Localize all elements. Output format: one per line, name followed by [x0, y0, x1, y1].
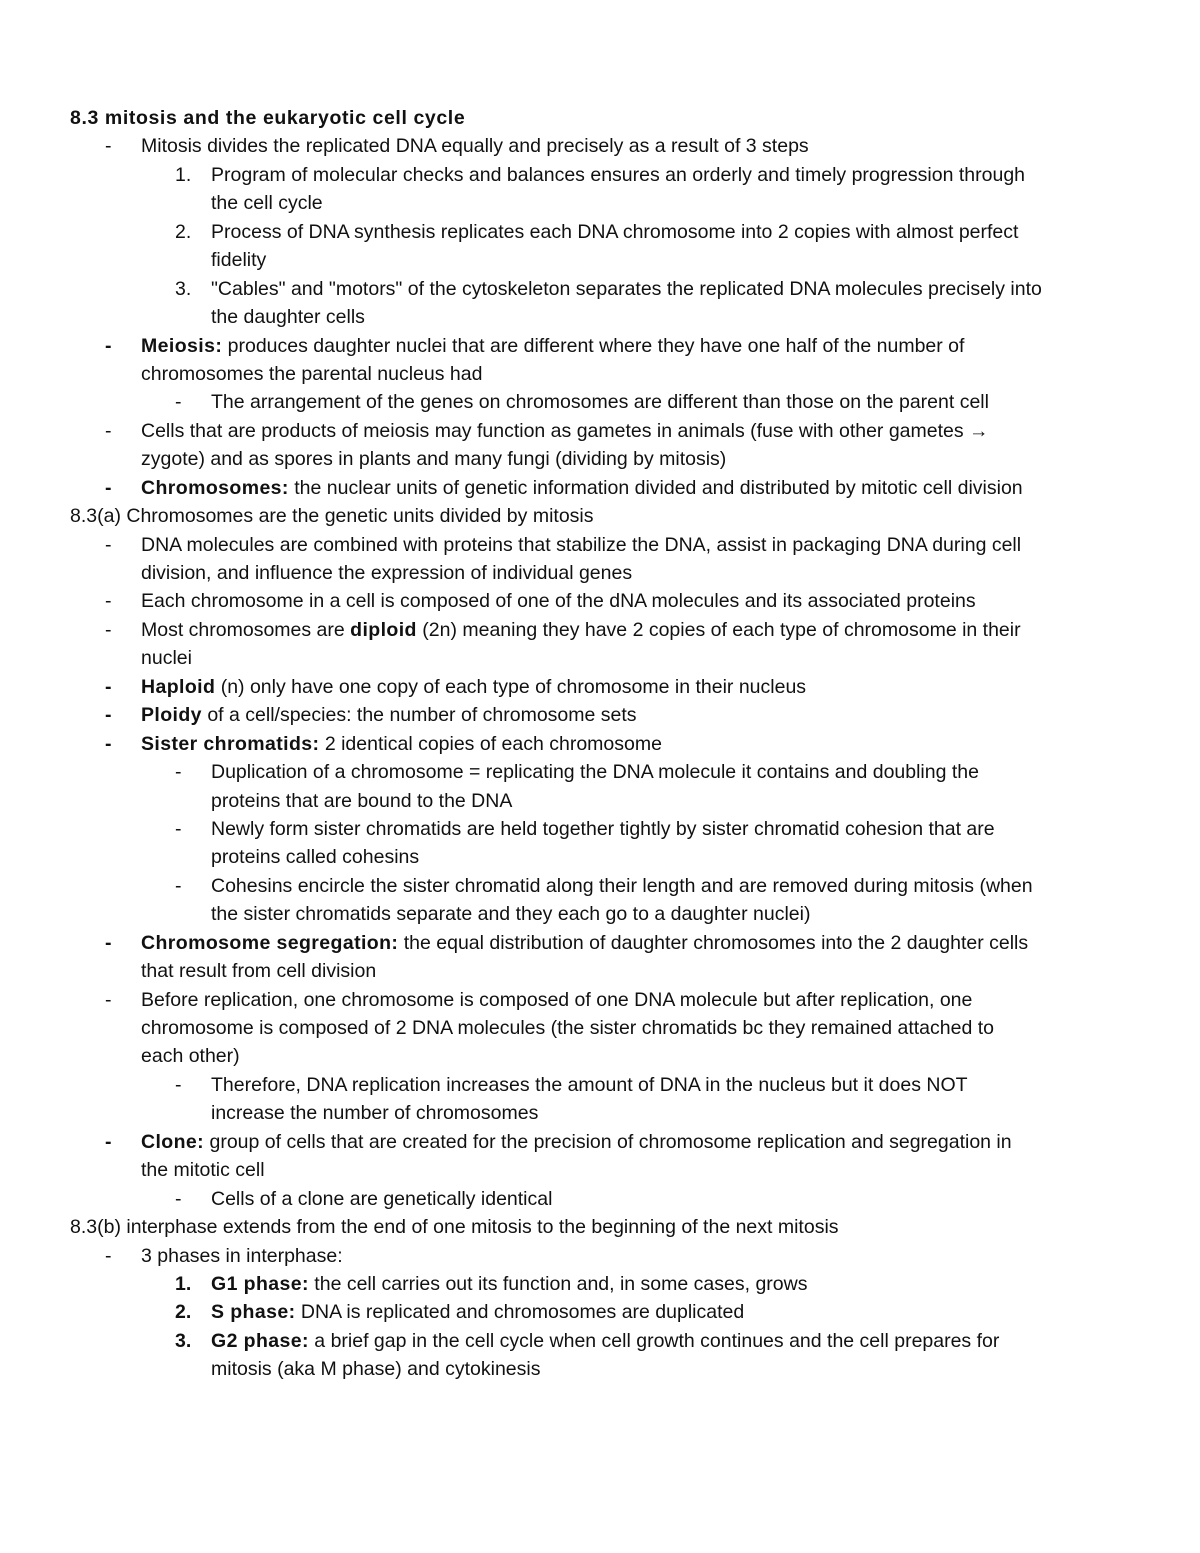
defined-term: Chromosomes:: [141, 476, 289, 499]
list-item-text: [211, 787, 512, 815]
defined-term: Haploid: [141, 675, 216, 698]
list-number: 2.: [175, 1301, 192, 1324]
notes-body: [0, 132, 1200, 1383]
list-item: [0, 474, 1200, 502]
list-item: [0, 1128, 1200, 1156]
defined-term: Clone:: [141, 1130, 205, 1153]
list-item-text: [211, 900, 810, 928]
bullet-dash: -: [105, 732, 112, 755]
bullet-dash: -: [175, 874, 182, 897]
text-body: the nuclear units of genetic information divided and distributed by mitotic cell division: [288, 476, 1023, 499]
text-body: chromosome is composed of 2 DNA molecules (the sister chromatids bc they remained attached to: [141, 1017, 994, 1039]
list-item: [0, 1242, 1200, 1270]
text-body: zygote) and as spores in plants and many fungi (dividing by mitosis): [141, 448, 727, 471]
bullet-dash: -: [105, 988, 112, 1011]
list-item: [0, 1071, 1200, 1099]
defined-term: G1 phase:: [211, 1272, 309, 1295]
text-body: produces daughter nuclei that are different where they have one half of the number of: [222, 334, 965, 357]
bullet-dash: -: [175, 817, 182, 840]
bullet-dash: -: [105, 334, 112, 357]
bullet-dash: -: [175, 761, 182, 784]
bullet-dash: -: [105, 704, 112, 727]
list-item-text: [141, 701, 637, 729]
list-item: [0, 587, 1200, 615]
list-item-continuation: [0, 246, 1200, 274]
list-item-continuation: [0, 644, 1200, 672]
list-item: [0, 758, 1200, 786]
list-item-text: [141, 474, 1023, 502]
text-body: each other): [141, 1045, 240, 1068]
bullet-dash: -: [105, 1244, 112, 1267]
list-item: [0, 275, 1200, 303]
list-item-text: [141, 445, 726, 473]
list-item-text: [141, 417, 989, 445]
text-body: proteins called cohesins: [211, 846, 420, 869]
list-item-text: [211, 1298, 744, 1326]
text-body: Cells that are products of meiosis may function as gametes in animals (fuse with other gametes →: [141, 419, 989, 442]
bullet-dash: -: [105, 135, 112, 158]
list-item-text: [211, 1270, 807, 1298]
list-item-text: [141, 986, 972, 1014]
text-body: Newly form sister chromatids are held together tightly by sister chromatid cohesion that are: [211, 817, 995, 840]
list-item-text: [211, 1099, 538, 1127]
list-item-text: [141, 616, 1021, 644]
list-item-continuation: [0, 360, 1200, 388]
list-item-text: [141, 929, 1028, 957]
list-item: [0, 531, 1200, 559]
text-body: the equal distribution of daughter chromosomes into the 2 daughter cells: [398, 931, 1029, 954]
list-item: [0, 1270, 1200, 1298]
defined-term: G2 phase:: [211, 1329, 309, 1352]
list-item-text: [141, 1042, 240, 1070]
text-body: mitosis (aka M phase) and cytokinesis: [211, 1358, 541, 1381]
list-item-continuation: [0, 559, 1200, 587]
list-item-continuation: [0, 1042, 1200, 1070]
list-item-continuation: [0, 189, 1200, 217]
list-item-text: [211, 246, 266, 274]
bullet-dash: -: [105, 618, 112, 641]
text-body: the cell cycle: [211, 192, 323, 215]
list-item-text: [141, 587, 976, 615]
text-body: "Cables" and "motors" of the cytoskeleton separates the replicated DNA molecules precisely into: [211, 277, 1042, 300]
list-item-text: [141, 332, 964, 360]
list-item-continuation: [0, 957, 1200, 985]
text-body: Process of DNA synthesis replicates each DNA chromosome into 2 copies with almost perfect: [211, 220, 1019, 243]
list-item: [0, 161, 1200, 189]
text-body: Each chromosome in a cell is composed of one of the dNA molecules and its associated proteins: [141, 590, 976, 613]
text-body: Cells of a clone are genetically identical: [211, 1187, 553, 1210]
text-body: (2n) meaning they have 2 copies of each type of chromosome in their: [416, 618, 1021, 641]
list-item-text: [211, 161, 1025, 189]
text-body: 2 identical copies of each chromosome: [319, 732, 662, 755]
list-item-continuation: [0, 1355, 1200, 1383]
text-body: DNA molecules are combined with proteins that stabilize the DNA, assist in packaging DNA during cell: [141, 533, 1022, 556]
text-body: the cell carries out its function and, in some cases, grows: [308, 1272, 808, 1295]
list-item-text: [211, 843, 419, 871]
list-number: 3.: [175, 1329, 192, 1352]
text-body: division, and influence the expression of individual genes: [141, 562, 633, 584]
list-item: [0, 986, 1200, 1014]
text-body: Before replication, one chromosome is composed of one DNA molecule but after replication, one: [141, 988, 973, 1011]
list-item-continuation: [0, 1099, 1200, 1127]
bullet-dash: -: [105, 533, 112, 556]
list-item-continuation: [0, 1156, 1200, 1184]
list-item-text: [211, 303, 365, 331]
list-item: [0, 730, 1200, 758]
list-item-continuation: [0, 843, 1200, 871]
list-item: [0, 1298, 1200, 1326]
list-item-text: [211, 815, 995, 843]
list-item-text: [141, 1128, 1012, 1156]
list-item-text: [141, 1242, 343, 1270]
list-item-text: [211, 1327, 999, 1355]
list-item: [0, 388, 1200, 416]
bullet-dash: -: [105, 590, 112, 613]
list-item: [0, 673, 1200, 701]
defined-term: S phase:: [211, 1301, 296, 1324]
list-item-text: [141, 730, 662, 758]
list-item-text: [141, 673, 806, 701]
text-body: The arrangement of the genes on chromosomes are different than those on the parent cell: [211, 391, 989, 414]
list-item-continuation: [0, 787, 1200, 815]
bullet-dash: -: [105, 931, 112, 954]
text-body: (n) only have one copy of each type of chromosome in their nucleus: [215, 675, 807, 698]
text-body: the daughter cells: [211, 306, 365, 329]
list-item-text: [141, 1014, 994, 1042]
list-item-text: [141, 1156, 265, 1184]
defined-term: diploid: [350, 618, 417, 641]
defined-term: Meiosis:: [141, 334, 223, 357]
text-body: Cohesins encircle the sister chromatid along their length and are removed during mitosis (when: [211, 874, 1033, 897]
list-item: [0, 815, 1200, 843]
list-item-text: [211, 872, 1033, 900]
list-item-text: [141, 559, 632, 587]
text-body: Program of molecular checks and balances ensures an orderly and timely progression through: [211, 163, 1026, 186]
list-item: [0, 332, 1200, 360]
list-item: [0, 616, 1200, 644]
list-item: [0, 1327, 1200, 1355]
list-item-continuation: [0, 445, 1200, 473]
list-item-text: [141, 531, 1021, 559]
text-body: group of cells that are created for the precision of chromosome replication and segregation in: [204, 1130, 1012, 1153]
list-item: [0, 1185, 1200, 1213]
bullet-dash: -: [175, 1073, 182, 1096]
text-body: chromosomes the parental nucleus had: [141, 362, 483, 385]
list-item: [0, 701, 1200, 729]
list-item-text: [141, 132, 809, 160]
text-body: a brief gap in the cell cycle when cell growth continues and the cell prepares for: [308, 1329, 1000, 1352]
list-item-continuation: [0, 900, 1200, 928]
text-body: Therefore, DNA replication increases the amount of DNA in the nucleus but it does NOT: [211, 1073, 968, 1096]
list-item-text: [211, 758, 979, 786]
text-body: DNA is replicated and chromosomes are duplicated: [295, 1301, 745, 1324]
list-item-text: [211, 1185, 552, 1213]
list-item: [0, 929, 1200, 957]
bullet-dash: -: [105, 419, 112, 442]
list-item: [0, 218, 1200, 246]
bullet-dash: -: [175, 1187, 182, 1210]
list-item-text: [211, 189, 323, 217]
section-heading: 8.3(a) Chromosomes are the genetic units divided by mitosis: [70, 505, 594, 528]
text-body: Mitosis divides the replicated DNA equally and precisely as a result of 3 steps: [141, 135, 809, 158]
text-body: increase the number of chromosomes: [211, 1102, 539, 1125]
defined-term: Chromosome segregation:: [141, 931, 399, 954]
list-item-continuation: [0, 1014, 1200, 1042]
list-item: [0, 417, 1200, 445]
list-number: 1.: [175, 163, 192, 186]
document-page: [0, 104, 1200, 1384]
page-title: 8.3 mitosis and the eukaryotic cell cycle: [70, 107, 466, 129]
text-body: Duplication of a chromosome = replicating the DNA molecule it contains and doubling the: [211, 761, 979, 784]
text-body: 3 phases in interphase:: [141, 1244, 343, 1267]
text-body: that result from cell division: [141, 960, 377, 983]
list-item-text: [211, 388, 989, 416]
section-heading: 8.3(b) interphase extends from the end of one mitosis to the beginning of the next mitosis: [70, 1216, 839, 1239]
list-item-text: [141, 644, 192, 672]
list-item-text: [141, 360, 482, 388]
text-prefix: Most chromosomes are: [141, 618, 351, 641]
list-item-text: [211, 275, 1042, 303]
bullet-dash: -: [105, 675, 112, 698]
text-body: fidelity: [211, 249, 267, 272]
list-number: 3.: [175, 277, 192, 300]
bullet-dash: -: [105, 476, 112, 499]
bullet-dash: -: [175, 391, 182, 414]
list-number: 1.: [175, 1272, 192, 1295]
text-body: the mitotic cell: [141, 1159, 265, 1182]
defined-term: Sister chromatids:: [141, 732, 320, 755]
list-item-text: [141, 957, 376, 985]
list-item-text: [211, 1355, 540, 1383]
text-body: the sister chromatids separate and they each go to a daughter nuclei): [211, 903, 811, 926]
bullet-dash: -: [105, 1130, 112, 1153]
list-item-text: [211, 1071, 968, 1099]
list-item: [0, 132, 1200, 160]
text-body: nuclei: [141, 647, 192, 670]
list-item-text: [211, 218, 1018, 246]
list-item-continuation: [0, 303, 1200, 331]
text-body: proteins that are bound to the DNA: [211, 789, 513, 812]
list-item: [0, 872, 1200, 900]
list-number: 2.: [175, 220, 192, 243]
text-body: of a cell/species: the number of chromosome sets: [201, 704, 637, 727]
defined-term: Ploidy: [141, 704, 202, 727]
